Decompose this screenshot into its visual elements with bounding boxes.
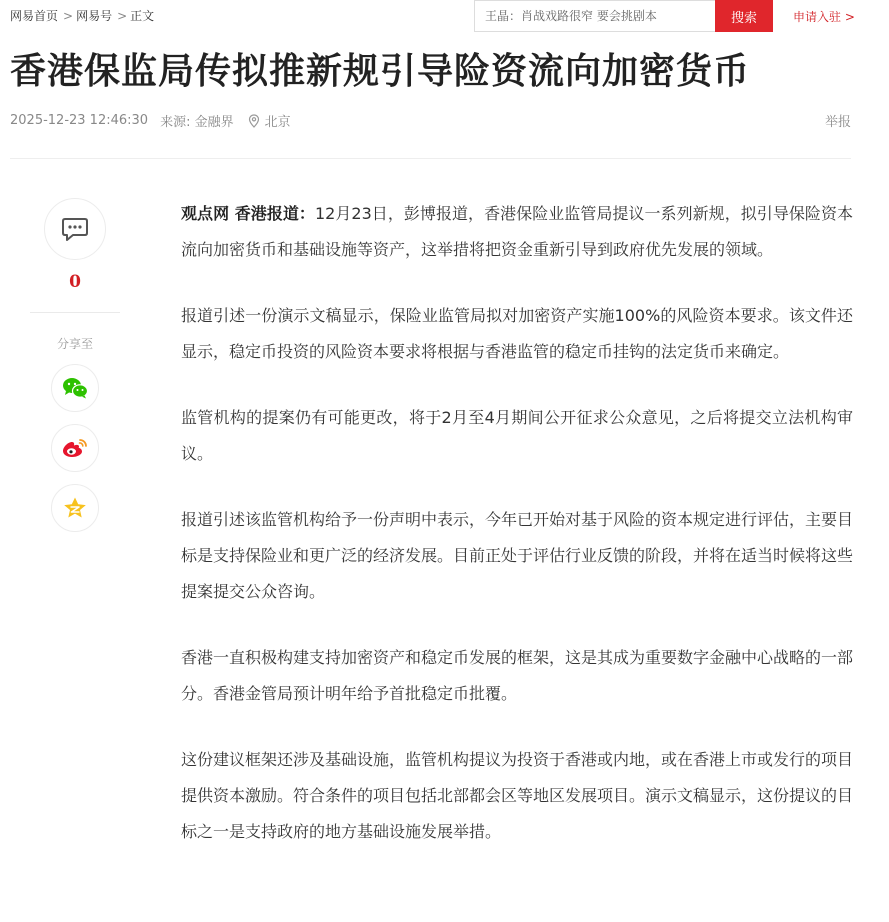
article-paragraph: [181, 196, 853, 268]
wechat-icon: [61, 376, 89, 400]
comment-icon: [61, 216, 89, 242]
breadcrumb: [10, 7, 156, 24]
share-wechat-button[interactable]: [51, 364, 99, 412]
breadcrumb-home[interactable]: 网易首页: [10, 9, 59, 23]
breadcrumb-separator: >: [63, 9, 74, 23]
article-paragraph: 报道引述一份演示文稿显示，保险业监管局拟对加密资产实施100%的风险资本要求。该文件还显示，稳定币投资的风险资本要求将根据与香港监管的稳定币挂钩的法定货币来确定。: [181, 306, 853, 361]
breadcrumb-netease-hao[interactable]: 网易号: [76, 9, 113, 23]
article-source[interactable]: 来源: 金融界: [160, 115, 234, 130]
search-box: [474, 0, 773, 32]
qzone-icon: [62, 496, 88, 520]
article-paragraph: 监管机构的提案仍有可能更改，将于2月至4月期间公开征求公众意见，之后将提交立法机构审议。: [181, 408, 853, 463]
article-location: 北京: [264, 115, 291, 130]
sidebar-divider: [30, 312, 120, 313]
comment-button[interactable]: [44, 198, 106, 260]
paragraph-text: 12月23日，彭博报道，香港保险业监管局提议一系列新规，拟引导保险资本流向加密货币和基础设施等资产，这举措将把资金重新引导到政府优先发展的领域。: [181, 204, 853, 259]
weibo-icon: [61, 436, 89, 460]
share-weibo-button[interactable]: [51, 424, 99, 472]
top-bar: [0, 0, 889, 32]
search-input[interactable]: [474, 0, 715, 32]
report-link[interactable]: 举报: [824, 115, 851, 130]
article-paragraph: 报道引述该监管机构给予一份声明中表示，今年已开始对基于风险的资本规定进行评估，主要目标是支持保险业和更广泛的经济发展。目前正处于评估行业反馈的阶段，并将在适当时候将这些提案提交公众咨询。: [181, 510, 854, 601]
lead-source: 观点网 香港报道：: [181, 204, 315, 223]
page-title: 香港保监局传拟推新规引导险资流向加密货币: [10, 51, 751, 92]
publish-datetime: 2025-12-23 12:46:30: [10, 113, 149, 128]
apply-join-link[interactable]: 申请入驻 >: [793, 10, 855, 24]
search-button[interactable]: 搜索: [715, 0, 773, 32]
breadcrumb-current: 正文: [130, 9, 155, 23]
share-qzone-button[interactable]: [51, 484, 99, 532]
side-toolbar: [30, 198, 120, 532]
article-body: [181, 196, 853, 880]
share-label: 分享至: [56, 337, 93, 351]
breadcrumb-separator: >: [117, 9, 128, 23]
location-pin-icon: [248, 114, 260, 128]
comment-count[interactable]: 0: [69, 272, 81, 292]
article-meta: [10, 111, 291, 130]
header-divider: [10, 158, 851, 159]
article-paragraph: 香港一直积极构建支持加密资产和稳定币发展的框架，这是其成为重要数字金融中心战略的一部分。香港金管局预计明年给予首批稳定币批覆。: [181, 648, 854, 703]
article-paragraph: 这份建议框架还涉及基础设施，监管机构提议为投资于香港或内地，或在香港上市或发行的项目提供资本激励。符合条件的项目包括北部都会区等地区发展项目。演示文稿显示，这份提议的目标之一是支持政府的地方基础设施发展举措。: [181, 750, 854, 841]
